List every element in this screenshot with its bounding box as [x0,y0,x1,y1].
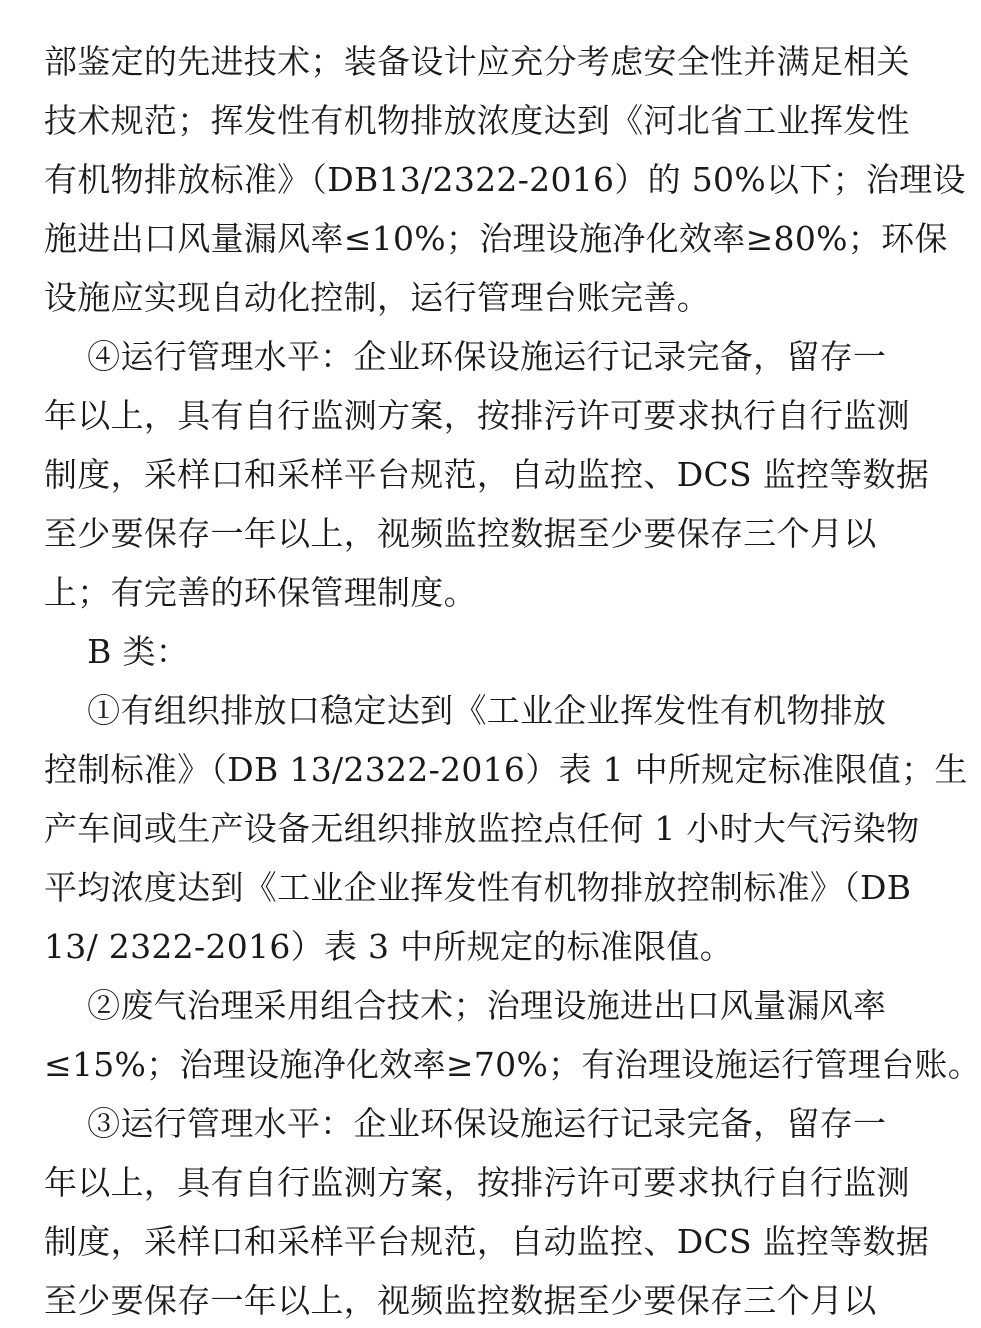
text-line: ③运行管理水平：企业环保设施运行记录完备，留存一 [44,1104,887,1143]
text-line: ①有组织排放口稳定达到《工业企业挥发性有机物排放 [44,691,887,730]
text-line: 产车间或生产设备无组织排放监控点任何 1 小时大气污染物 [44,809,920,848]
text-line: 施进出口风量漏风率≤10%；治理设施净化效率≥80%；环保 [44,219,948,258]
text-line: 年以上，具有自行监测方案，按排污许可要求执行自行监测 [44,396,910,435]
text-line: 设施应实现自动化控制，运行管理台账完善。 [44,278,710,317]
text-line: ④运行管理水平：企业环保设施运行记录完备，留存一 [44,337,887,376]
text-line: 制度，采样口和采样平台规范，自动监控、DCS 监控等数据 [44,1222,930,1261]
text-line: ≤15%；治理设施净化效率≥70%；有治理设施运行管理台账。 [44,1045,981,1084]
text-line: 至少要保存一年以上，视频监控数据至少要保存三个月以 [44,514,877,553]
text-line: 控制标准》（DB 13/2322-2016）表 1 中所规定标准限值；生 [44,750,968,789]
text-line: 部鉴定的先进技术；装备设计应充分考虑安全性并满足相关 [44,42,910,81]
text-line: 技术规范；挥发性有机物排放浓度达到《河北省工业挥发性 [44,101,910,140]
text-line: 13/ 2322-2016）表 3 中所规定的标准限值。 [44,927,734,966]
text-line: ②废气治理采用组合技术；治理设施进出口风量漏风率 [44,986,887,1025]
text-line: 平均浓度达到《工业企业挥发性有机物排放控制标准》（DB [44,868,912,907]
text-line: 制度，采样口和采样平台规范，自动监控、DCS 监控等数据 [44,455,930,494]
text-line: 有机物排放标准》（DB13/2322-2016）的 50%以下；治理设 [44,160,966,199]
text-line: 至少要保存一年以上，视频监控数据至少要保存三个月以 [44,1281,877,1320]
text-line: 年以上，具有自行监测方案，按排污许可要求执行自行监测 [44,1163,910,1202]
section-heading: B 类： [44,632,190,671]
text-line: 上；有完善的环保管理制度。 [44,573,477,612]
